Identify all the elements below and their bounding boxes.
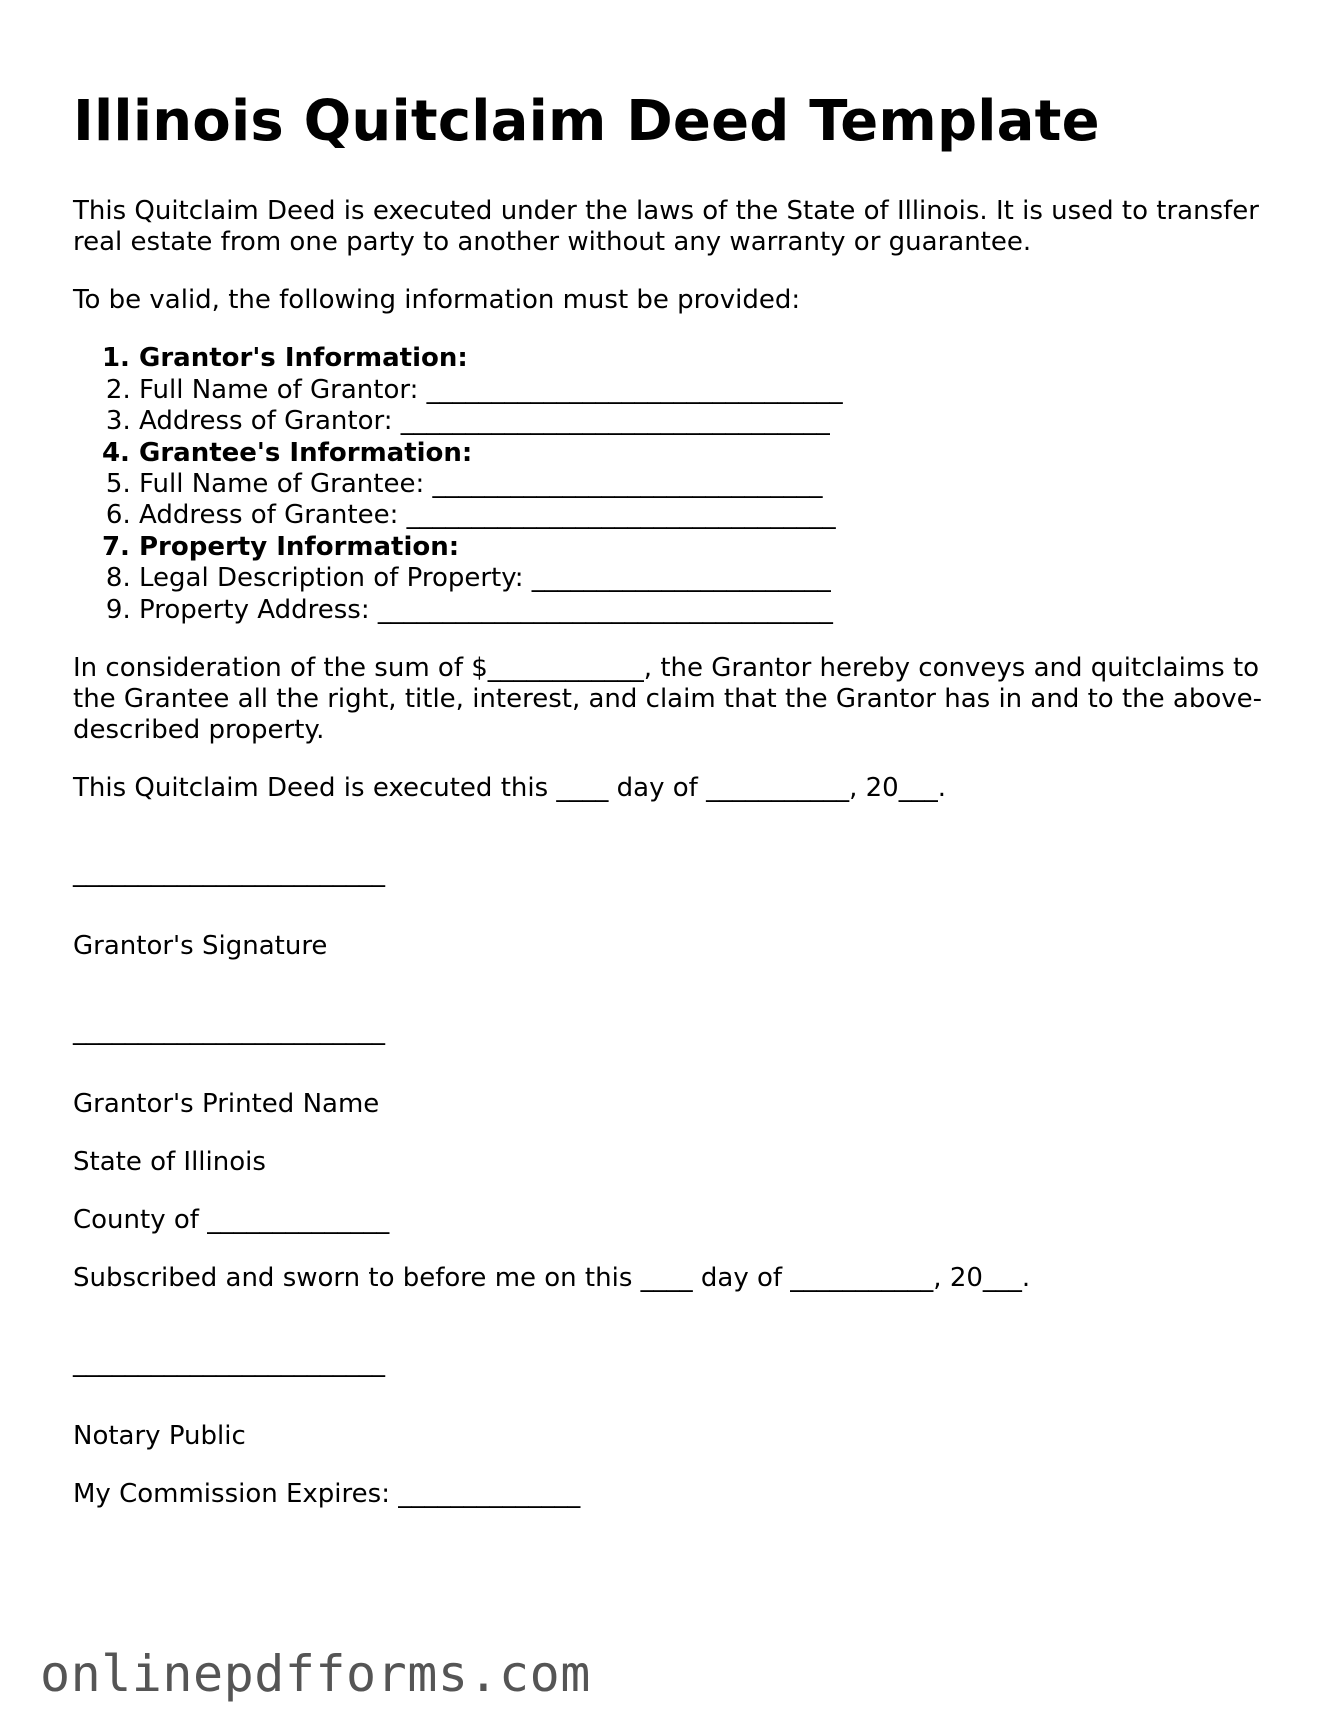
intro-paragraph: This Quitclaim Deed is executed under the laws of the State of Illinois. It is used to transfer real estate from one party to another without any warranty or guarantee. [73, 196, 1259, 258]
grantor-signature-label: Grantor's Signature [73, 931, 328, 962]
list-item: 1. Grantor's Information: [139, 343, 1293, 374]
subscribed-paragraph: Subscribed and sworn to before me on this ____ day of ___________, 20___. [73, 1263, 1031, 1294]
executed-paragraph: This Quitclaim Deed is executed this ____ day of ___________, 20___. [73, 773, 946, 804]
commission-line: My Commission Expires: ______________ [73, 1479, 581, 1510]
list-item: 7. Property Information: [139, 532, 1293, 563]
grantor-printed-name-line: ________________________ [73, 1016, 385, 1047]
notary-signature-line: ________________________ [73, 1348, 385, 1379]
list-item: 3. Address of Grantor: _________________________________ [139, 406, 1293, 437]
grantor-signature-line: ________________________ [73, 858, 385, 889]
page-title: Illinois Quitclaim Deed Template [73, 89, 1100, 154]
requirement-paragraph: To be valid, the following information must be provided: [73, 285, 801, 316]
notary-label: Notary Public [73, 1421, 246, 1452]
list-item: 4. Grantee's Information: [139, 438, 1293, 469]
required-info-list [73, 343, 1293, 626]
document-page [73, 90, 1293, 1537]
grantor-printed-name-label: Grantor's Printed Name [73, 1089, 380, 1120]
county-line: County of ______________ [73, 1205, 390, 1236]
state-line: State of Illinois [73, 1147, 266, 1178]
list-item: 9. Property Address: ___________________________________ [139, 595, 1293, 626]
watermark: onlinepdfforms.com [40, 1645, 591, 1703]
list-item: 8. Legal Description of Property: _______________________ [139, 563, 1293, 594]
consideration-paragraph: In consideration of the sum of $____________, the Grantor hereby conveys and quitclaims to the Grantee all the right, title, interest, and claim that the Grantor has in and to the above-described property. [73, 653, 1262, 746]
list-item: 5. Full Name of Grantee: ______________________________ [139, 469, 1293, 500]
list-item: 2. Full Name of Grantor: ________________________________ [139, 375, 1293, 406]
list-item: 6. Address of Grantee: _________________________________ [139, 500, 1293, 531]
